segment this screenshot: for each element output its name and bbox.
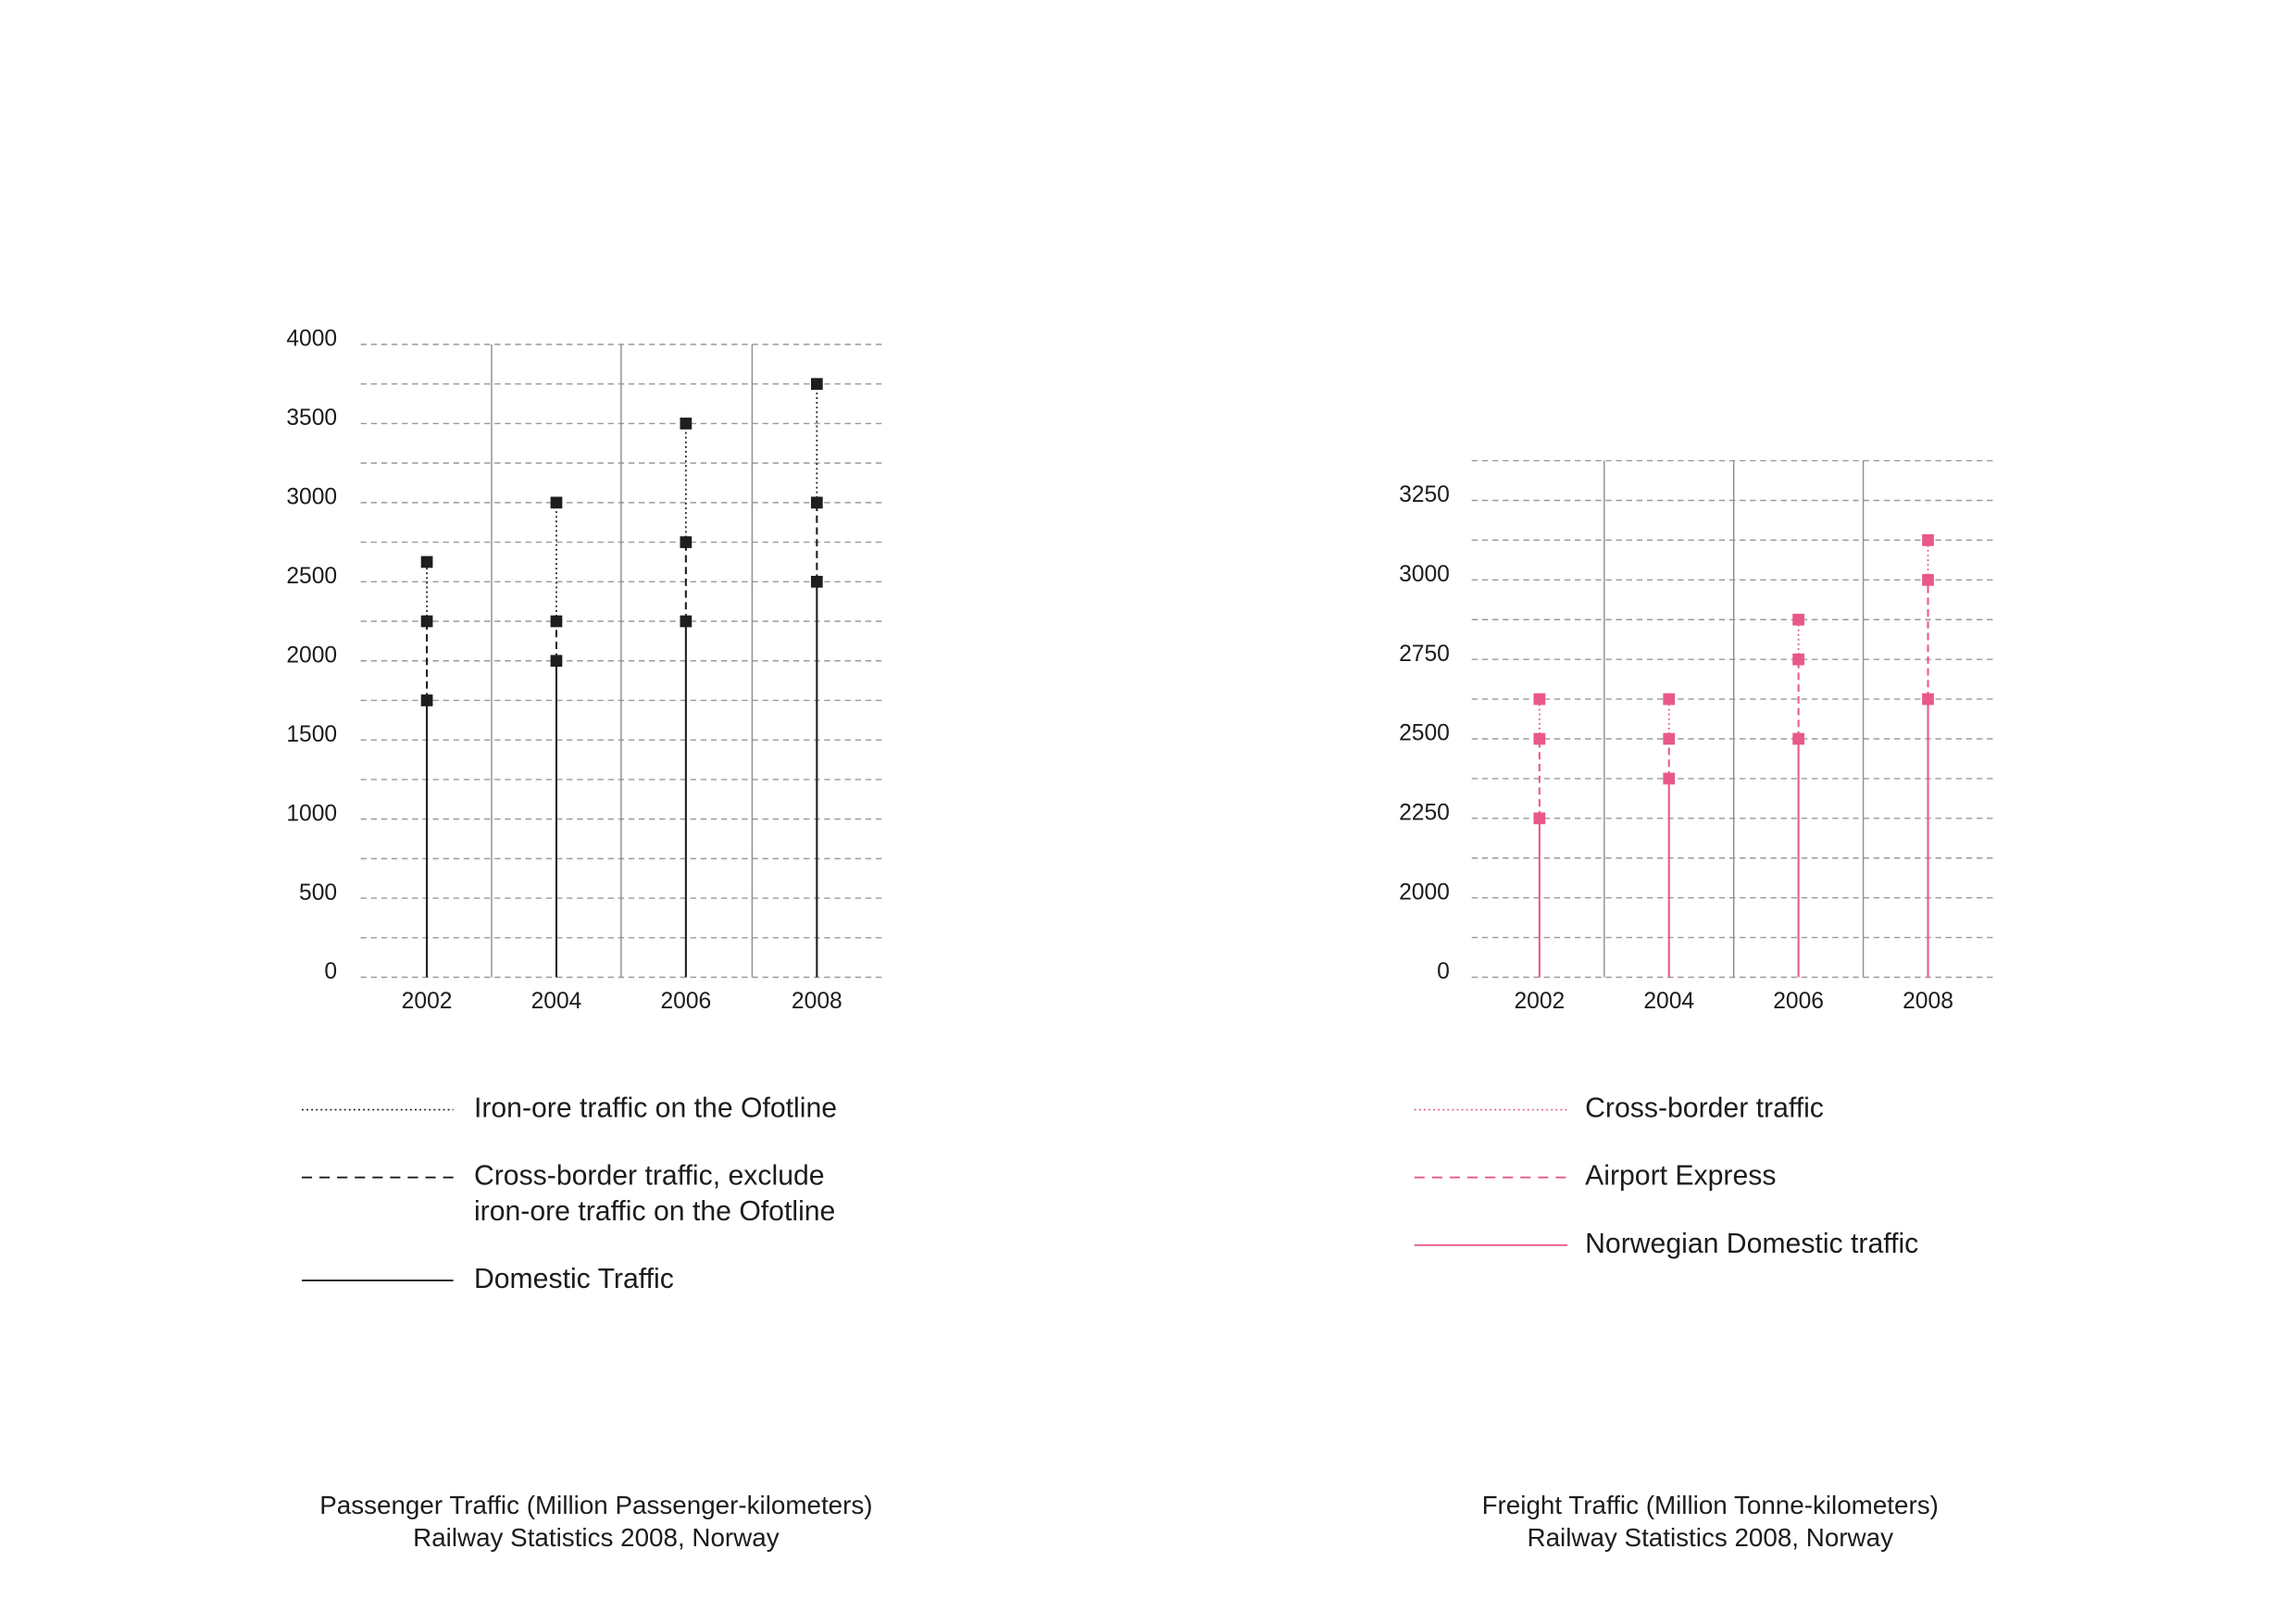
- y-tick-label: 3000: [1399, 562, 1450, 588]
- data-point-marker: [1533, 693, 1545, 706]
- y-tick-label: 3000: [286, 484, 338, 510]
- y-tick-label: 1000: [286, 801, 338, 827]
- y-tick-label: 4000: [286, 326, 338, 352]
- data-point-marker: [811, 378, 823, 390]
- legend-label: Domestic Traffic: [473, 1263, 674, 1294]
- x-tick-label: 2008: [1903, 989, 1953, 1015]
- y-tick-label: 500: [299, 880, 338, 906]
- data-point-marker: [1792, 614, 1804, 626]
- data-point-marker: [551, 655, 563, 667]
- data-point-marker: [1792, 733, 1804, 745]
- y-tick-label: 0: [324, 959, 338, 985]
- x-tick-label: 2006: [660, 989, 712, 1015]
- data-point-marker: [551, 616, 563, 628]
- data-point-marker: [811, 576, 823, 588]
- data-point-marker: [1792, 654, 1804, 666]
- data-point-marker: [811, 497, 823, 509]
- data-point-marker: [680, 418, 692, 430]
- data-point-marker: [1663, 773, 1675, 785]
- legend-label: Cross-border traffic, exclude: [473, 1160, 825, 1192]
- data-point-marker: [1922, 574, 1934, 586]
- data-point-marker: [1922, 534, 1934, 546]
- data-point-marker: [1663, 733, 1675, 745]
- data-point-marker: [680, 616, 692, 628]
- legend-label: Cross-border traffic: [1585, 1093, 1824, 1124]
- y-tick-label: 0: [1437, 959, 1450, 985]
- y-tick-label: 1500: [286, 721, 338, 747]
- y-tick-label: 2000: [286, 643, 338, 668]
- chart-title: Freight Traffic (Million Tonne-kilometers): [1481, 1491, 1939, 1520]
- legend-label: Airport Express: [1585, 1160, 1777, 1192]
- data-point-marker: [421, 616, 433, 628]
- freight-traffic-chart: [1399, 461, 1994, 1553]
- data-point-marker: [1663, 693, 1675, 706]
- data-point-marker: [1922, 693, 1934, 706]
- chart-subtitle: Railway Statistics 2008, Norway: [413, 1523, 780, 1553]
- passenger-traffic-chart: [286, 327, 883, 1552]
- y-tick-label: 3500: [286, 406, 338, 431]
- x-tick-label: 2004: [530, 989, 582, 1015]
- legend-label: Iron-ore traffic on the Ofotline: [473, 1093, 838, 1124]
- data-point-marker: [551, 497, 563, 509]
- chart-title: Passenger Traffic (Million Passenger-kilometers): [319, 1491, 873, 1520]
- y-tick-label: 2500: [1399, 720, 1450, 746]
- data-point-marker: [421, 694, 433, 706]
- x-tick-label: 2006: [1773, 989, 1825, 1015]
- data-point-marker: [680, 536, 692, 548]
- y-tick-label: 2750: [1399, 641, 1450, 667]
- legend-label: iron-ore traffic on the Ofotline: [473, 1195, 836, 1227]
- data-point-marker: [1533, 733, 1545, 745]
- chart-subtitle: Railway Statistics 2008, Norway: [1527, 1523, 1893, 1553]
- y-tick-label: 3250: [1399, 482, 1450, 508]
- x-tick-label: 2008: [791, 989, 842, 1015]
- y-tick-label: 2500: [286, 564, 338, 590]
- x-tick-label: 2004: [1643, 989, 1695, 1015]
- data-point-marker: [1533, 812, 1545, 824]
- data-point-marker: [421, 556, 433, 568]
- y-tick-label: 2000: [1399, 880, 1450, 906]
- y-tick-label: 2250: [1399, 800, 1450, 826]
- legend-label: Norwegian Domestic traffic: [1585, 1228, 1919, 1259]
- x-tick-label: 2002: [1514, 989, 1566, 1015]
- x-tick-label: 2002: [401, 989, 453, 1015]
